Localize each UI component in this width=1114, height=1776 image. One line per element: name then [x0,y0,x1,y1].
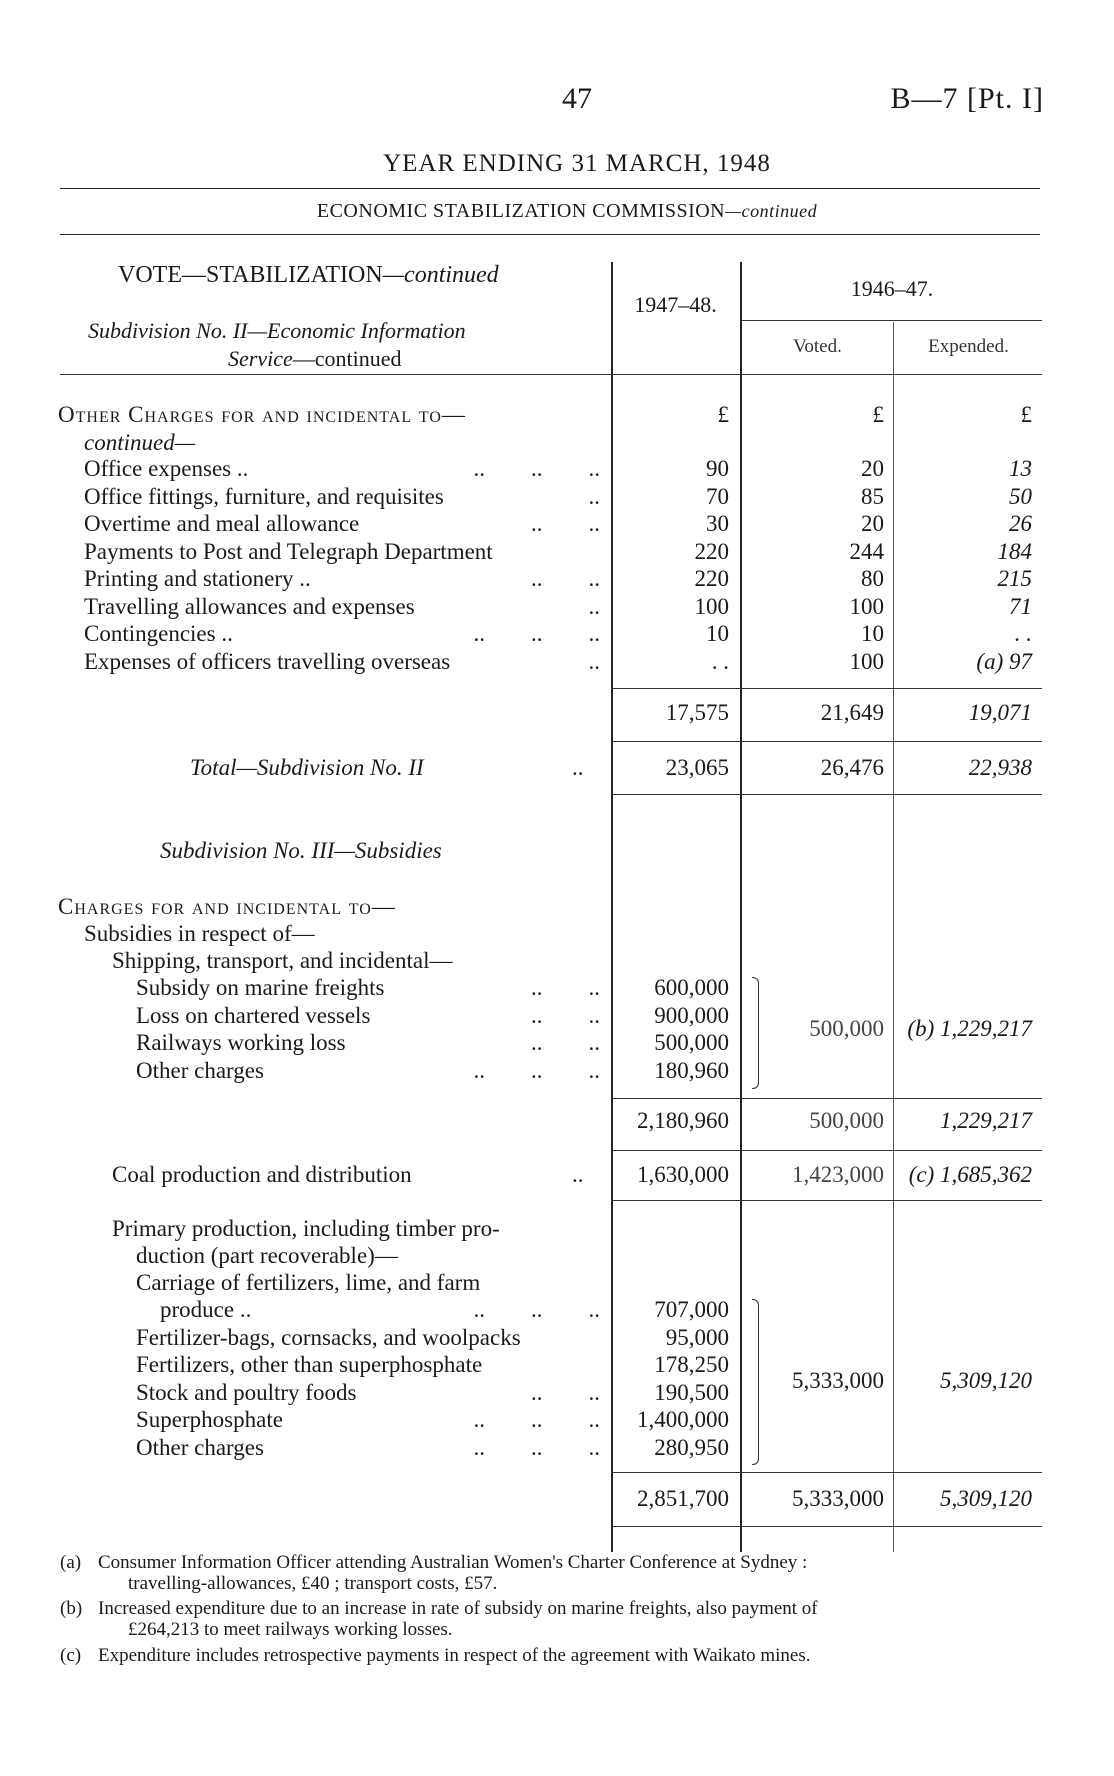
header-rule-2 [60,234,1040,235]
item-value-1947: 220 [694,566,729,591]
shipping-total-1947: 2,180,960 [637,1108,729,1133]
leader-dots: .. .. [531,511,600,536]
footnote-text: Increased expenditure due to an increase in rate of subsidy on marine freights, also payment of [98,1598,818,1619]
currency-expended: £ [1020,402,1032,427]
item-label: Travelling allowances and expenses [84,594,415,619]
total-subdivision-2-label: Total—Subdivision No. II [190,755,424,780]
coal-voted: 1,423,000 [792,1162,884,1187]
shipping-voted: 500,000 [809,1016,884,1041]
primary-item-label: Fertilizers, other than superphosphate [136,1352,483,1377]
header-rule-1 [60,188,1040,189]
item-value-voted: 10 [861,621,884,646]
item-label: Office fittings, furniture, and requisites [84,484,444,509]
head-bottom-rule [60,374,1042,375]
coal-1947: 1,630,000 [637,1162,729,1187]
shipping-item-label: Loss on chartered vessels [136,1003,371,1028]
column-head-rule [742,320,1042,321]
leader-dots: .. .. [531,1380,600,1405]
primary-voted: 5,333,000 [792,1368,884,1393]
shipping-item-1947: 500,000 [654,1030,729,1055]
item-value-voted: 100 [849,594,884,619]
total-voted: 26,476 [820,755,884,780]
shipping-item-1947: 600,000 [654,975,729,1000]
item-value-expended: 50 [1009,484,1032,509]
item-value-voted: 20 [861,511,884,536]
primary-item-1947: 707,000 [654,1297,729,1322]
column-voted: Voted. [793,336,842,357]
leader-dots: .. .. .. [473,456,600,481]
item-value-1947: 10 [706,621,729,646]
currency-voted: £ [872,402,884,427]
shipping-item-label: Other charges [136,1058,264,1083]
subsidies-in-respect: Subsidies in respect of— [84,921,315,946]
shipping-item-label: Railways working loss [136,1030,346,1055]
item-value-expended: (a) 97 [976,649,1032,674]
primary-total-expended: 5,309,120 [940,1486,1032,1511]
leader-dots: .. .. [531,566,600,591]
item-value-expended: 26 [1009,511,1032,536]
item-value-voted: 80 [861,566,884,591]
leader-dots: .. .. .. [473,1407,600,1432]
primary-item-1947: 178,250 [654,1352,729,1377]
leader-dots: .. .. .. [473,621,600,646]
item-value-expended: 184 [997,539,1032,564]
leader-dots: .. .. [531,1030,600,1055]
item-label: Payments to Post and Telegraph Department [84,539,493,564]
column-1946-47: 1946–47. [850,276,934,301]
item-value-expended: 215 [997,566,1032,591]
primary-item-1947: 1,400,000 [637,1407,729,1432]
primary-item-label: Stock and poultry foods [136,1380,357,1405]
primary-item-label: Other charges [136,1435,264,1460]
footnote-mark: (c) [60,1645,82,1666]
primary-total-rule-top [612,1472,1042,1473]
leader-dots: .. .. [531,975,600,1000]
primary-total-1947: 2,851,700 [637,1486,729,1511]
shipping-expended: (b) 1,229,217 [907,1016,1032,1041]
item-value-1947: . . [711,649,729,674]
primary-production-line2: duction (part recoverable)— [136,1243,398,1268]
leader-dots: .. .. .. [473,1058,600,1083]
other-charges-heading: Other Charges for and incidental to— [58,402,466,427]
total-dots: .. [572,755,584,780]
item-label: Overtime and meal allowance [84,511,360,536]
total-expended: 22,938 [968,755,1032,780]
subtotal-voted: 21,649 [820,700,884,725]
shipping-total-rule-top [612,1098,1042,1099]
leader-dots: .. [588,594,600,619]
leader-dots: .. .. [531,1003,600,1028]
item-value-voted: 100 [849,649,884,674]
footnote-mark: (a) [60,1552,82,1573]
item-value-1947: 70 [706,484,729,509]
item-value-expended: 13 [1009,456,1032,481]
leader-dots: .. [588,484,600,509]
footnote-text: Expenditure includes retrospective payments in respect of the agreement with Waikato mines. [98,1645,811,1666]
subtotal-1947: 17,575 [665,700,729,725]
coal-dots: .. [572,1162,584,1187]
shipping-item-1947: 900,000 [654,1003,729,1028]
primary-expended: 5,309,120 [940,1368,1032,1393]
primary-item-label: Superphosphate [136,1407,283,1432]
page-number: 47 [562,82,592,115]
subdivision-heading: Subdivision No. II—Economic Information [88,318,466,343]
primary-total-rule-bottom [612,1526,1042,1527]
footnote-text: Consumer Information Officer attending Australian Women's Charter Conference at Sydney : [98,1552,808,1573]
subtotal-rule-bottom [612,741,1042,742]
carriage-line1: Carriage of fertilizers, lime, and farm [136,1270,481,1295]
item-value-1947: 30 [706,511,729,536]
shipping-heading: Shipping, transport, and incidental— [112,948,453,973]
currency-1947: £ [717,402,729,427]
primary-total-voted: 5,333,000 [792,1486,884,1511]
year-title: YEAR ENDING 31 MARCH, 1948 [383,150,771,177]
leader-dots: .. [588,649,600,674]
leader-dots: .. .. .. [473,1435,600,1460]
footnote-text-cont: £264,213 to meet railways working losses. [128,1619,453,1640]
item-label: Contingencies .. [84,621,233,646]
shipping-total-rule-bottom [612,1150,1042,1151]
primary-item-label: produce .. [160,1297,252,1322]
subsidies-heading: Charges for and incidental to— [58,894,396,919]
shipping-total-expended: 1,229,217 [940,1108,1032,1133]
subdivision-heading-cont: Service—continued [228,346,402,371]
item-value-voted: 20 [861,456,884,481]
shipping-item-label: Subsidy on marine freights [136,975,385,1000]
coal-expended: (c) 1,685,362 [908,1162,1032,1187]
section-title: ECONOMIC STABILIZATION COMMISSION—continued [316,200,818,222]
page-reference: B—7 [Pt. I] [890,82,1044,115]
item-value-voted: 85 [861,484,884,509]
shipping-item-1947: 180,960 [654,1058,729,1083]
primary-production-line1: Primary production, including timber pro- [112,1216,500,1241]
coal-label: Coal production and distribution [112,1162,412,1187]
subtotal-rule-top [612,688,1042,689]
vote-title: VOTE—STABILIZATION—continued [118,262,499,288]
footnote-text-cont: travelling-allowances, £40 ; transport costs, £57. [128,1573,498,1594]
subdivision-3-title: Subdivision No. III—Subsidies [160,838,442,863]
leader-dots: .. .. .. [473,1297,600,1322]
subtotal-expended: 19,071 [968,700,1032,725]
primary-item-1947: 280,950 [654,1435,729,1460]
shipping-total-voted: 500,000 [809,1108,884,1133]
total-1947: 23,065 [665,755,729,780]
item-value-voted: 244 [849,539,884,564]
item-value-1947: 90 [706,456,729,481]
other-charges-continued: continued— [84,430,196,455]
primary-item-1947: 190,500 [654,1380,729,1405]
total-rule [612,794,1042,795]
item-value-1947: 100 [694,594,729,619]
item-value-1947: 220 [694,539,729,564]
item-label: Printing and stationery .. [84,566,311,591]
coal-rule [612,1200,1042,1201]
item-value-expended: . . [1014,621,1032,646]
primary-item-label: Fertilizer-bags, cornsacks, and woolpacks [136,1325,521,1350]
column-expended: Expended. [928,336,1009,357]
item-label: Office expenses .. [84,456,249,481]
column-1947-48: 1947–48. [634,292,717,317]
item-label: Expenses of officers travelling overseas [84,649,451,674]
primary-item-1947: 95,000 [665,1325,729,1350]
footnote-mark: (b) [60,1598,83,1619]
column-divider-3 [893,322,894,1552]
item-value-expended: 71 [1009,594,1032,619]
